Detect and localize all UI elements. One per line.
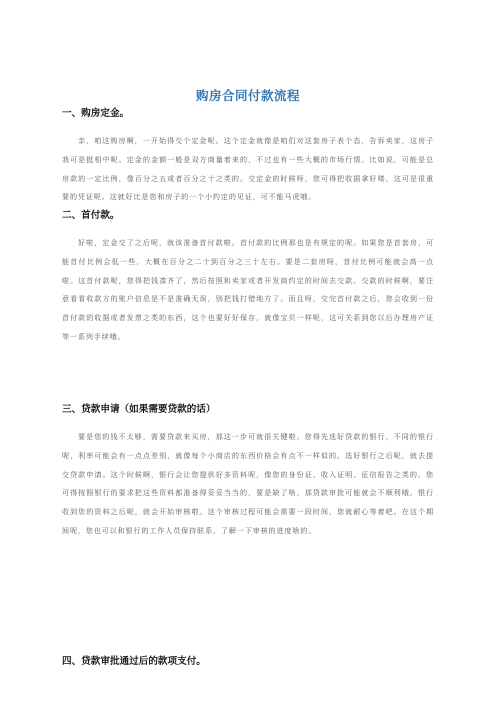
section-paragraph: 亲，咱这购房啊，一开始得交个定金呢。这个定金就像是咱们对这套房子表个态，告诉卖家，这房子我可是挺相中呢。定金的金额一般是双方商量着来的，不过也有一些大概的市场行情。比如说，可能是总房款的一定比例，像百分之五或者百分之十之类的。交定金的时候呀，您可得把收据拿好喽，这可是很重要的凭证呢。这就好比是您和房子的一个小约定的见证，可不能马虎哦。 bbox=[62, 136, 434, 202]
section-down-payment-deposit bbox=[62, 107, 434, 207]
section-paragraph: 要是您的钱不太够，需要贷款来买房，那这一步可就很关键啦。您得先选好贷款的银行，不同的银行呢，利率可能会有一点点差别，就像每个小商店的东西价格会有点不一样似的。选好银行之后呢，就去提交贷款申请。这个时候啊，银行会让您提供好多资料呢，像您的身份证、收入证明、征信报告之类的。您可得按照银行的要求把这些资料都准备得妥妥当当的，要是缺了啥，那贷款审批可能就会不顺利哦。银行收到您的资料之后呢，就会开始审核啦。这个审核过程可能会需要一段时间，您就耐心等着吧。在这个期间呢，您也可以和银行的工作人员保持联系，了解一下审核的进度啥的。 bbox=[62, 432, 434, 535]
section-paragraph: 好啦，定金交了之后呢，就该准备首付款啦。首付款的比例那也是有规定的呢。如果您是首套房，可能首付比例会低一些，大概在百分之二十到百分之三十左右。要是二套房呀，首付比例可能就会高一点啦。这首付款呢，您得把钱凑齐了，然后按照和卖家或者开发商约定的时间去交款。交款的时候啊，要注意看看收款方的账户信息是不是准确无误，别把钱打错地方了。而且呀，交完首付款之后，您会收到一份首付款的收据或者发票之类的东西，这个也要好好保存，就像宝贝一样呢，这可关系到您以后办理房产证等一系列手续哦。 bbox=[62, 238, 434, 341]
section-heading: 一、购房定金。 bbox=[62, 108, 130, 119]
section-heading: 二、首付款。 bbox=[62, 210, 120, 221]
section-heading: 四、贷款审批通过后的款项支付。 bbox=[62, 656, 206, 667]
section-post-approval-payment bbox=[62, 655, 434, 669]
section-loan-application bbox=[62, 403, 434, 541]
document-title: 购房合同付款流程 bbox=[195, 88, 300, 103]
section-first-payment bbox=[62, 209, 434, 347]
section-heading: 三、贷款申请（如果需要贷款的话） bbox=[62, 404, 216, 415]
